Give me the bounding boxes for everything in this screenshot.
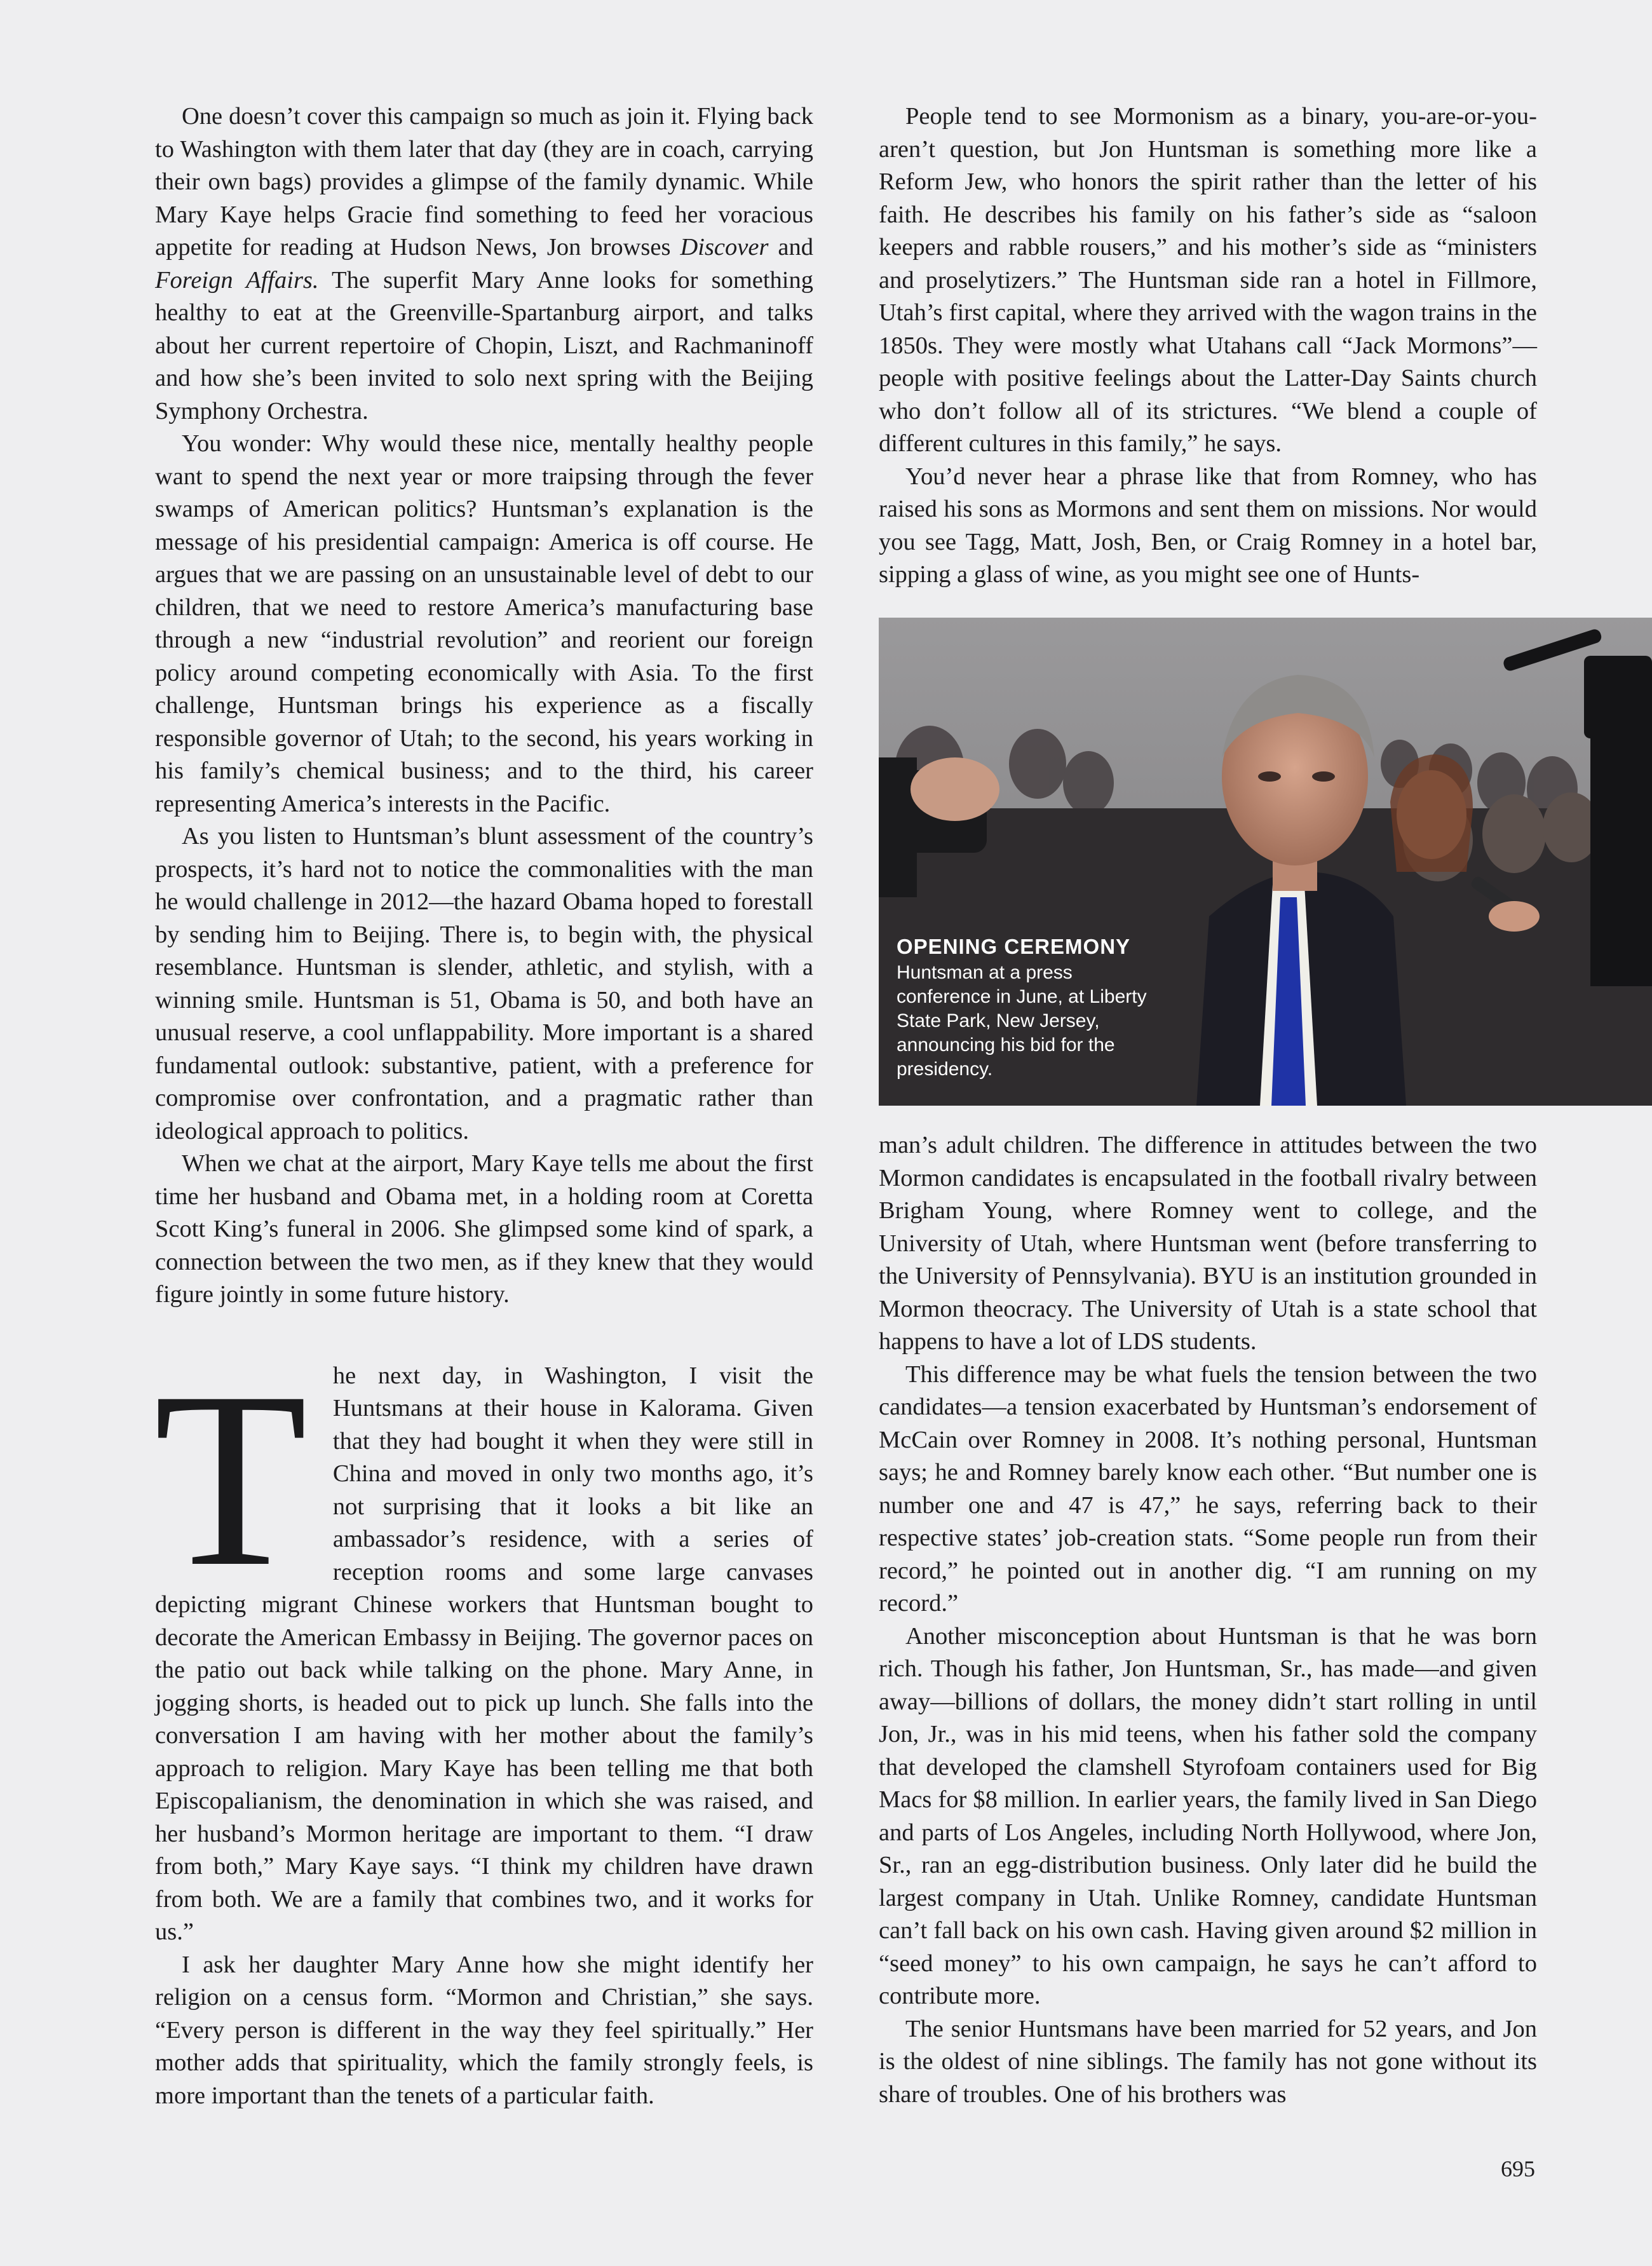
caption-title: OPENING CEREMONY [897,935,1131,958]
right-paragraph-2-continued: man’s adult children. The difference in attitudes between the two Mormon candidates is encapsulated in the football rivalry between Brigham Young, where Romney went to college, and the University of Utah, where Huntsman went (before transferring to the University of Pennsylvania). BYU is an institution grounded in Mormon theocracy. The University of Utah is a state school that happens to have a lot of LDS students. [879,1132,1537,1355]
news-photo [879,618,1652,1106]
right-paragraph-3: This difference may be what fuels the tension between the two candidates—a tension exacerbated by Huntsman’s endorsement of McCain over Romney in 2008. It’s nothing personal, Huntsman says; he and Romney barely know each other. “But number one is number one and 47 is 47,” he says, referring back to their respective states’ job-creation stats. “Some people run from their record,” he pointed out in another dig. “I am running on my record.” [879,1360,1537,1617]
left-paragraph-3: As you listen to Huntsman’s blunt assessment of the country’s prospects, it’s hard not to notice the commonalities with the man he would challenge in 2012—the hazard Obama hoped to forestall by sending him to Beijing. There is, to begin with, the physical resemblance. Huntsman is slender, athletic, and stylish, with a winning smile. Huntsman is 51, Obama is 50, and both have an unusual reserve, a cool unflappability. More important is a shared fundamental outlook: substantive, patient, with a preference for compromise over confrontation, and a pragmatic rather than ideological approach to politics. [155,823,813,1144]
right-paragraph-4: Another misconception about Huntsman is that he was born rich. Though his father, Jon Huntsman, Sr., has made—and given away—billions of dollars, the money didn’t start rolling in until Jon, Jr., was in his mid teens, when his father sold the company that developed the clamshell Styrofoam containers used for Big Macs for $8 million. In earlier years, the family lived in San Diego and parts of Los Angeles, including North Hollywood, where Jon, Sr., ran an egg-distribution business. Only later did he build the largest company in Utah. Unlike Romney, candidate Huntsman can’t fall back on his own cash. Having given around $2 million in “seed money” to his own campaign, he says he can’t afford to contribute more. [879,1622,1537,2009]
left-column [155,100,813,2112]
page-number: 695 [1501,2156,1535,2181]
right-column-top [879,100,1537,592]
left-paragraph-2: You wonder: Why would these nice, mentally healthy people want to spend the next year or more traipsing through the fever swamps of American politics? Huntsman’s explanation is the message of his presidential campaign: America is off course. He argues that we are passing on an unsustainable level of debt to our children, that we need to restore America’s manufacturing base through a new “industrial revolution” and reorient our foreign policy around competing economically with Asia. To the first challenge, Huntsman brings his experience as a fiscally responsible governor of Utah; to the second, his years working in his family’s chemical business; and to the third, his career representing America’s interests in the Pacific. [155,430,813,817]
right-column-bottom [879,1129,1537,2111]
magazine-title-foreign-affairs: Foreign Affairs. [155,266,319,294]
magazine-title-discover: Discover [680,234,769,261]
left-paragraph-4: When we chat at the airport, Mary Kaye tells me about the first time her husband and Obama met, in a holding room at Coretta Scott King’s funeral in 2006. She glimpsed some kind of spark, a connection between the two men, as if they knew that they would figure jointly in some future history. [155,1150,813,1308]
left-paragraph-6: I ask her daughter Mary Anne how she might identify her religion on a census form. “Mormon and Christian,” she says. “Every person is different in the way they feel spiritually.” Her mother adds that spirituality, which the family strongly feels, is more important than the tenets of a particular faith. [155,1951,813,2109]
left-paragraph-1: One doesn’t cover this campaign so much as join it. Flying back to Washington with them later that day (they are in coach, carrying their own bags) provides a glimpse of the family dynamic. While Mary Kaye helps Gracie find something to feed her voracious appetite for reading at Hudson News, Jon browses Discover and Foreign Affairs. The superfit Mary Anne looks for something healthy to eat at the Greenville-Spartanburg airport, and talks about her current repertoire of Chopin, Liszt, and Rachmaninoff and how she’s been invited to solo next spring with the Beijing Symphony Orchestra. [155,103,813,424]
right-paragraph-2: You’d never hear a phrase like that from Romney, who has raised his sons as Mormons and sent them on missions. Nor would you see Tagg, Matt, Josh, Ben, or Craig Romney in a hotel bar, sipping a glass of wine, as you might see one of Hunts- [879,463,1537,588]
photo-caption [897,934,1163,1082]
right-paragraph-1: People tend to see Mormonism as a binary, you-are-or-you-aren’t question, but Jon Huntsman is something more like a Reform Jew, who honors the spirit rather than the letter of his faith. He describes his family on his father’s side as “saloon keepers and rabble rousers,” and his mother’s side as “ministers and proselytizers.” The Huntsman side ran a hotel in Fillmore, Utah’s first capital, where they arrived with the wagon trains in the 1850s. They were mostly what Utahans call “Jack Mormons”—people with positive feelings about the Latter-Day Saints church who don’t follow all of its strictures. “We blend a couple of different cultures in this family,” he says. [879,103,1537,457]
caption-text: Huntsman at a press conference in June, at Liberty State Park, New Jersey, announcing his bid for the presidency. [897,962,1147,1080]
right-paragraph-5: The senior Huntsmans have been married for 52 years, and Jon is the oldest of nine siblings. The family has not gone without its share of troubles. One of his brothers was [879,2015,1537,2108]
drop-cap: T [154,1339,308,1618]
left-paragraph-5: T he next day, in Washington, I visit the Huntsmans at their house in Kalorama. Given that they had bought it when they were still in China and moved in only two months ago, it’s not surprising that it looks a bit like an ambassador’s residence, with a series of reception rooms and some large canvases depicting migrant Chinese workers that Huntsman bought to decorate the American Embassy in Beijing. The governor paces on the patio out back while talking on the phone. Mary Anne, in jogging shorts, is headed out to pick up lunch. She falls into the conversation I am having with her mother about the family’s approach to religion. Mary Kaye has been telling me that both Episcopalianism, the denomination in which she was raised, and her husband’s Mormon heritage are important to them. “I draw from both,” Mary Kaye says. “I think my children have drawn from both. We are a family that combines two, and it works for us.” [154,1339,813,1945]
